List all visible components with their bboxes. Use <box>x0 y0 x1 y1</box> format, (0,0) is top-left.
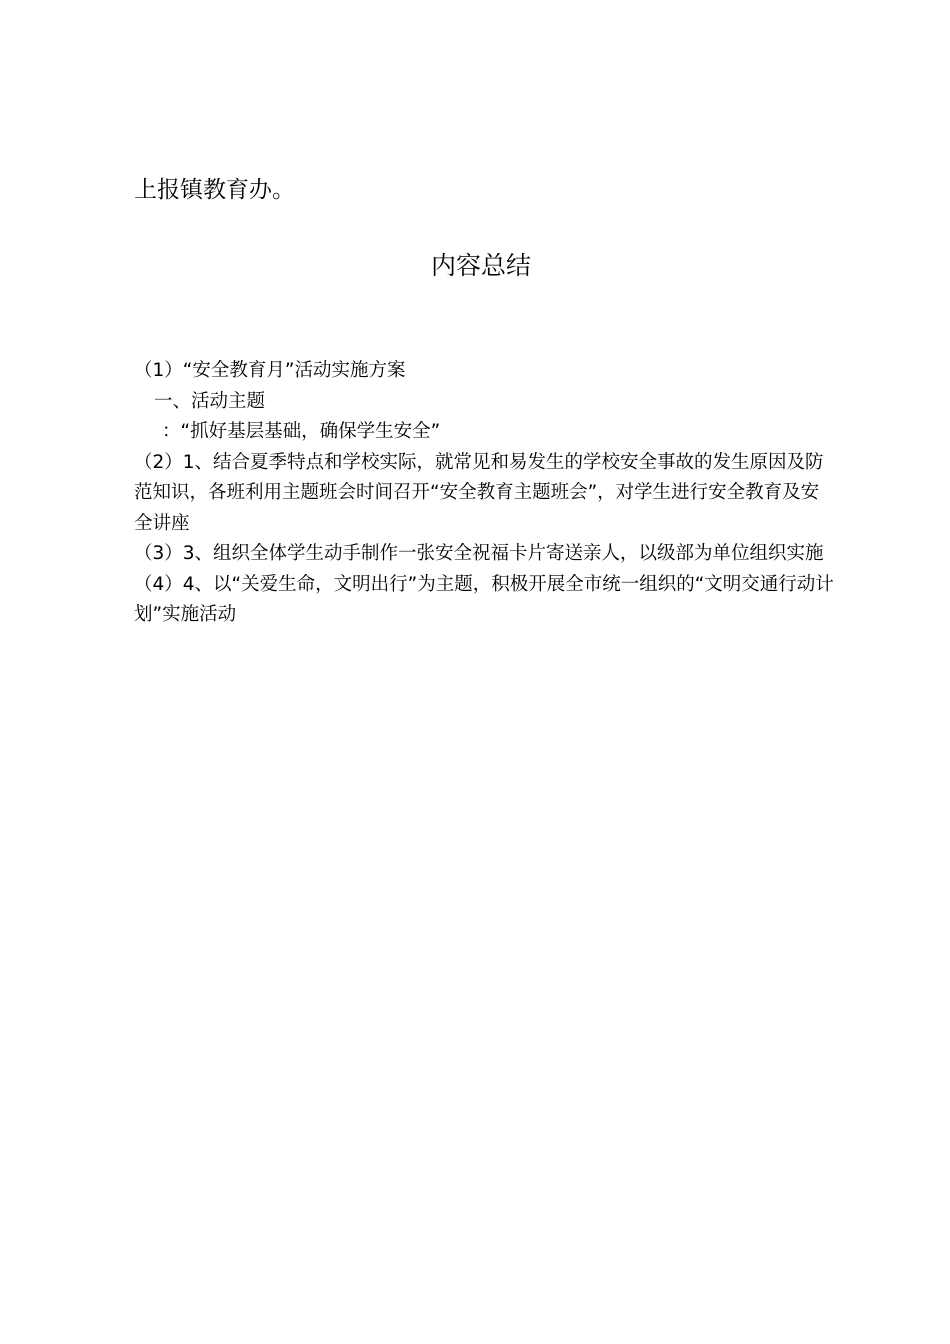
lead-text: 上报镇教育办。 <box>134 177 295 203</box>
summary-paragraph-3: ：“抓好基层基础，确保学生安全” <box>162 421 441 442</box>
summary-paragraph-1: （1）“安全教育月”活动实施方案 <box>134 360 406 381</box>
summary-paragraph-6: （4）4、以“关爱生命，文明出行”为主题，积极开展全市统一组织的“文明交通行动计划”实施活动 <box>134 573 834 625</box>
summary-title: 内容总结 <box>430 251 531 280</box>
summary-paragraph-4: （2）1、结合夏季特点和学校实际，就常见和易发生的学校安全事故的发生原因及防范知识，各班利用主题班会时间召开“安全教育主题班会”，对学生进行安全教育及安全讲座 <box>134 451 824 534</box>
summary-body <box>134 356 834 631</box>
summary-paragraph-5: （3）3、组织全体学生动手制作一张安全祝福卡片寄送亲人，以级部为单位组织实施 <box>134 543 824 564</box>
summary-paragraph-2: 一、活动主题 <box>154 390 266 412</box>
